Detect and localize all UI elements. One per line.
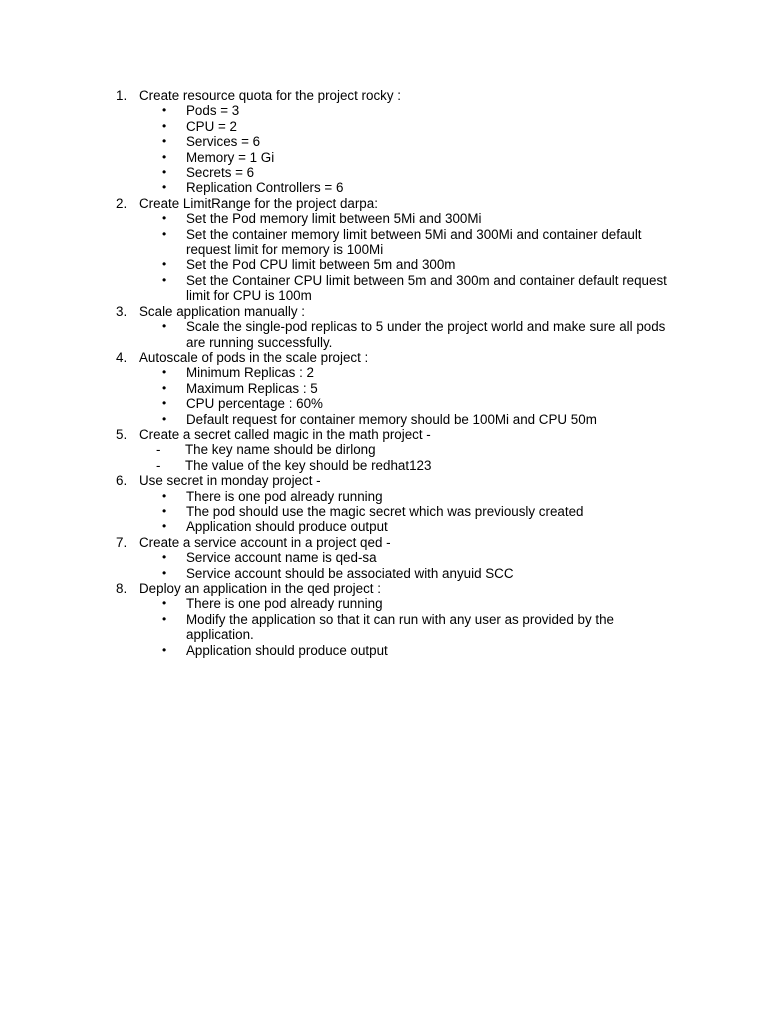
subitem-text: Minimum Replicas : 2 — [186, 365, 314, 381]
bullet-marker: • — [162, 611, 167, 626]
task-list — [0, 88, 768, 658]
subitem-text: Default request for container memory should be 100Mi and CPU 50m — [186, 411, 597, 427]
task-subitem — [0, 643, 768, 658]
subitem-text: Service account name is qed-sa — [186, 550, 377, 566]
task-subitem — [0, 180, 768, 195]
task-title: Scale application manually : — [139, 303, 305, 319]
task-title: Autoscale of pods in the scale project : — [139, 349, 369, 365]
task-item — [0, 350, 768, 427]
subitem-text: Pods = 3 — [186, 103, 240, 119]
subitem-text: Set the Container CPU limit between 5m and 300m and container default request limit for CPU is 100m — [186, 272, 667, 304]
task-item — [0, 473, 768, 535]
task-subitem — [0, 550, 768, 565]
bullet-marker: • — [162, 272, 167, 287]
bullet-marker: • — [162, 118, 167, 133]
task-subitem — [0, 612, 768, 643]
task-item — [0, 535, 768, 581]
task-item — [0, 581, 768, 658]
task-heading — [0, 350, 768, 365]
task-item — [0, 427, 768, 473]
task-title: Create a secret called magic in the math project - — [139, 426, 431, 442]
task-item — [0, 304, 768, 350]
task-subitem — [0, 211, 768, 226]
bullet-marker: • — [162, 550, 167, 565]
task-number: 2. — [116, 195, 128, 211]
subitem-text: Modify the application so that it can run with any user as provided by the application. — [186, 611, 614, 643]
task-subitem — [0, 489, 768, 504]
bullet-marker: • — [162, 365, 167, 380]
task-subitem — [0, 273, 768, 304]
subitem-text: Memory = 1 Gi — [186, 149, 275, 165]
task-subitem — [0, 519, 768, 534]
subitem-text: Application should produce output — [186, 642, 388, 658]
task-item — [0, 88, 768, 196]
subitem-text: Set the container memory limit between 5Mi and 300Mi and container default request limit for memory is 100Mi — [186, 226, 642, 258]
task-heading — [0, 581, 768, 596]
task-number: 8. — [116, 581, 128, 596]
subitem-text: There is one pod already running — [186, 488, 383, 504]
task-heading — [0, 304, 768, 319]
task-subitem — [0, 257, 768, 272]
task-subitem — [0, 103, 768, 118]
task-subitem — [0, 319, 768, 350]
bullet-marker: • — [162, 396, 167, 411]
subitem-text: CPU percentage : 60% — [186, 396, 323, 412]
subitem-text: There is one pod already running — [186, 596, 383, 612]
task-title: Create LimitRange for the project darpa: — [139, 195, 378, 211]
task-number: 1. — [116, 88, 128, 103]
task-subitem — [0, 381, 768, 396]
task-subitem — [0, 365, 768, 380]
subitem-text: Scale the single-pod replicas to 5 under the project world and make sure all pods are running successfully. — [186, 319, 666, 350]
bullet-marker: • — [162, 319, 167, 334]
bullet-marker: • — [162, 165, 167, 180]
bullet-marker: • — [162, 134, 167, 149]
task-heading — [0, 196, 768, 211]
dash-marker: - — [156, 442, 161, 458]
task-number: 4. — [116, 349, 128, 365]
task-subitem — [0, 227, 768, 258]
task-subitem — [0, 504, 768, 519]
subitem-text: Secrets = 6 — [186, 165, 255, 181]
subitem-text: Set the Pod CPU limit between 5m and 300m — [186, 257, 456, 273]
subitem-text: Maximum Replicas : 5 — [186, 380, 318, 396]
bullet-marker: • — [162, 211, 167, 226]
bullet-marker: • — [162, 180, 167, 195]
bullet-marker: • — [162, 226, 167, 241]
task-subitem — [0, 566, 768, 581]
task-heading — [0, 88, 768, 103]
dash-marker: - — [156, 457, 161, 473]
bullet-marker: • — [162, 488, 167, 503]
bullet-marker: • — [162, 519, 167, 534]
bullet-marker: • — [162, 642, 167, 657]
task-item — [0, 196, 768, 304]
task-title: Use secret in monday project - — [139, 473, 321, 489]
task-subitem — [0, 412, 768, 427]
task-subitem — [0, 596, 768, 611]
subitem-text: Application should produce output — [186, 519, 388, 535]
task-subitem — [0, 119, 768, 134]
subitem-text: Services = 6 — [186, 134, 261, 150]
bullet-marker: • — [162, 596, 167, 611]
task-number: 7. — [116, 534, 128, 550]
task-subitem — [0, 134, 768, 149]
task-subitem — [0, 150, 768, 165]
bullet-marker: • — [162, 257, 167, 272]
task-subitem — [0, 458, 768, 473]
task-subitem — [0, 442, 768, 457]
task-title: Deploy an application in the qed project : — [139, 581, 381, 596]
task-number: 5. — [116, 426, 128, 442]
task-heading — [0, 535, 768, 550]
subitem-text: CPU = 2 — [186, 118, 237, 134]
subitem-text: Replication Controllers = 6 — [186, 180, 344, 196]
bullet-marker: • — [162, 503, 167, 518]
subitem-text: The pod should use the magic secret which was previously created — [186, 503, 584, 519]
bullet-marker: • — [162, 149, 167, 164]
task-title: Create resource quota for the project rocky : — [139, 88, 401, 103]
task-heading — [0, 427, 768, 442]
task-subitem — [0, 396, 768, 411]
subitem-text: Service account should be associated with anyuid SCC — [186, 565, 514, 581]
subitem-text: The value of the key should be redhat123 — [185, 457, 432, 473]
task-heading — [0, 473, 768, 488]
subitem-text: The key name should be dirlong — [185, 442, 376, 458]
bullet-marker: • — [162, 380, 167, 395]
task-number: 6. — [116, 473, 128, 489]
subitem-text: Set the Pod memory limit between 5Mi and 300Mi — [186, 211, 482, 227]
task-title: Create a service account in a project qed - — [139, 534, 391, 550]
bullet-marker: • — [162, 103, 167, 118]
task-number: 3. — [116, 303, 128, 319]
bullet-marker: • — [162, 411, 167, 426]
task-subitem — [0, 165, 768, 180]
bullet-marker: • — [162, 565, 167, 580]
